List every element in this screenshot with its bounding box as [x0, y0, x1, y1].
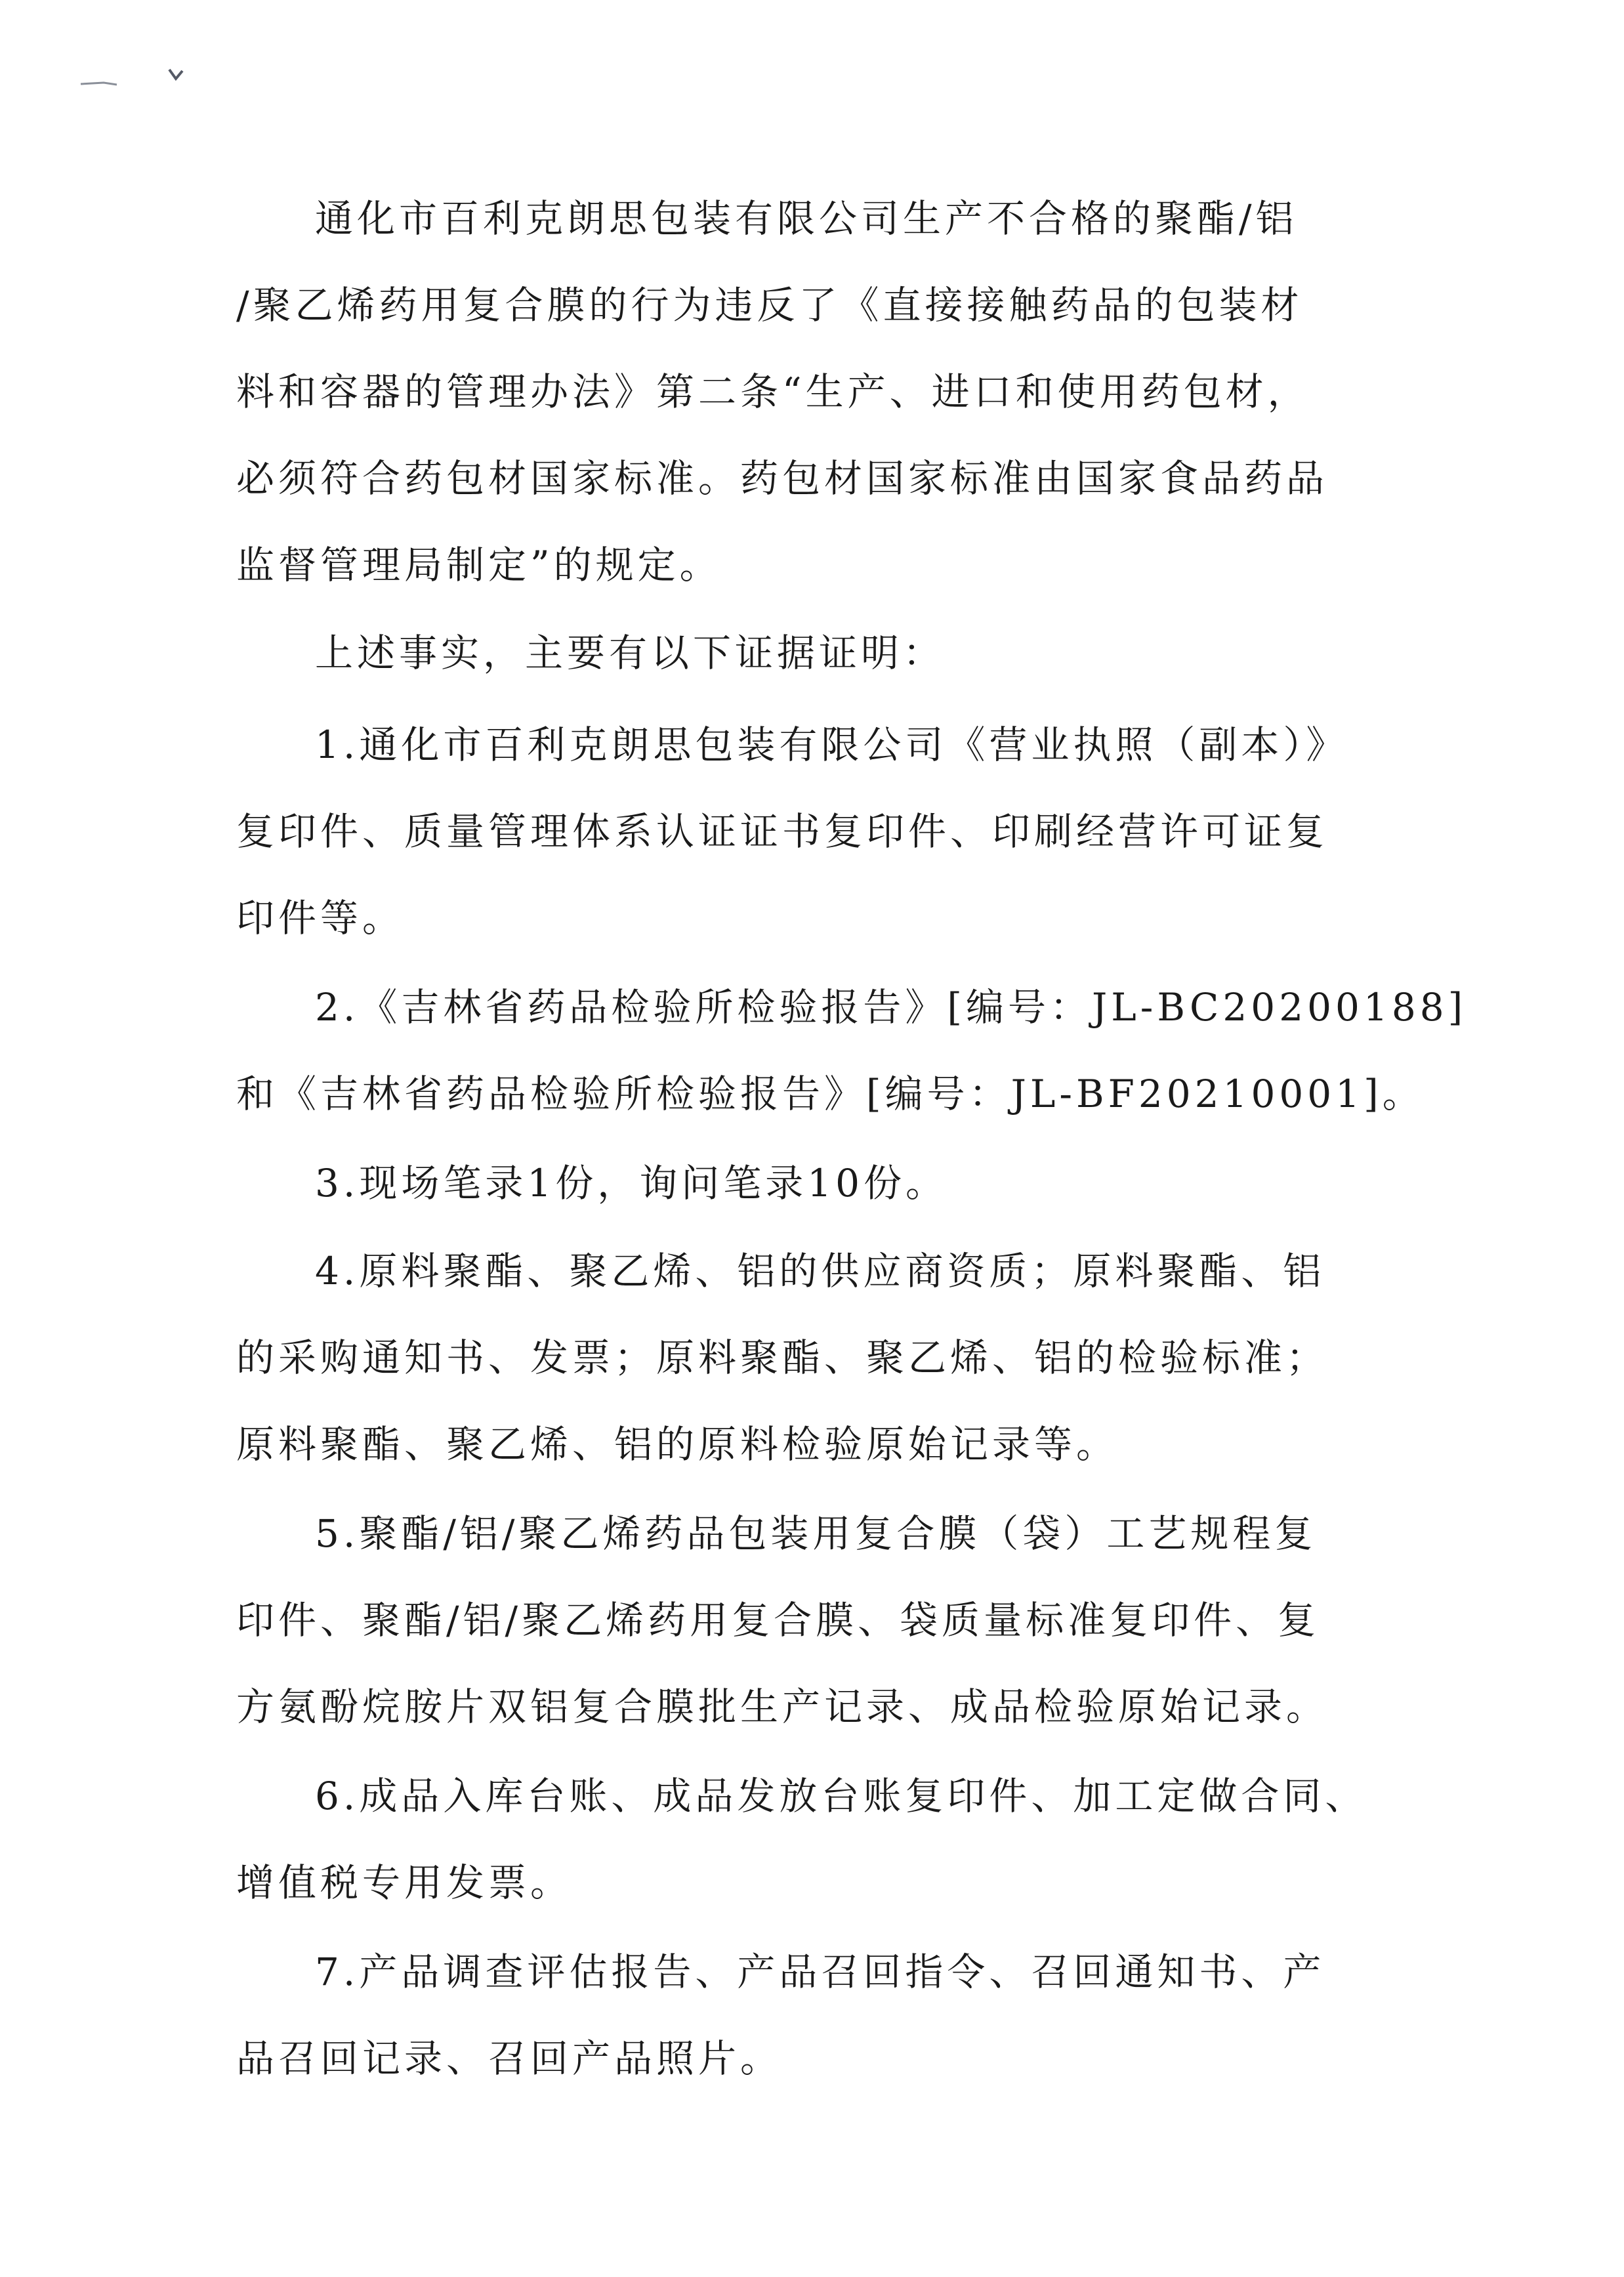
paragraph-line: 必须符合药包材国家标准。药包材国家标准由国家食品药品	[236, 456, 1329, 501]
paragraph-line: 和《吉林省药品检验所检验报告》[编号：JL-BF20210001]。	[236, 1072, 1425, 1116]
paragraph-line: 增值税专用发票。	[236, 1860, 573, 1905]
evidence-item-6: 6.成品入库台账、成品发放台账复印件、加工定做合同、	[315, 1774, 1367, 1818]
paragraph-line: 品召回记录、召回产品照片。	[236, 2036, 783, 2081]
paragraph-line: 料和容器的管理办法》第二条“生产、进口和使用药包材，	[236, 369, 1310, 414]
paragraph-line: 印件等。	[236, 896, 405, 940]
evidence-item-3: 3.现场笔录1份，询问笔录10份。	[315, 1161, 948, 1205]
evidence-item-4: 4.原料聚酯、聚乙烯、铝的供应商资质；原料聚酯、铝	[315, 1249, 1325, 1293]
evidence-item-2: 2.《吉林省药品检验所检验报告》[编号：JL-BC20200188]	[315, 985, 1467, 1030]
evidence-item-7: 7.产品调查评估报告、产品召回指令、召回通知书、产	[315, 1950, 1325, 1994]
evidence-item-5: 5.聚酯/铝/聚乙烯药品包装用复合膜（袋）工艺规程复	[315, 1511, 1317, 1556]
paragraph-line: 通化市百利克朗思包装有限公司生产不合格的聚酯/铝	[315, 196, 1298, 241]
paragraph-line: /聚乙烯药用复合膜的行为违反了《直接接触药品的包装材	[236, 283, 1303, 327]
paragraph-line: 上述事实，主要有以下证据证明：	[315, 631, 946, 675]
paragraph-line: 原料聚酯、聚乙烯、铝的原料检验原始记录等。	[236, 1422, 1119, 1467]
paragraph-line: 方氨酚烷胺片双铝复合膜批生产记录、成品检验原始记录。	[236, 1684, 1329, 1729]
scan-mark-icon	[77, 64, 192, 91]
paragraph-line: 的采购通知书、发票；原料聚酯、聚乙烯、铝的检验标准；	[236, 1335, 1329, 1380]
paragraph-line: 监督管理局制定”的规定。	[236, 543, 722, 587]
evidence-item-1: 1.通化市百利克朗思包装有限公司《营业执照（副本）》	[315, 722, 1348, 767]
paragraph-line: 复印件、质量管理体系认证证书复印件、印刷经营许可证复	[236, 809, 1329, 854]
paragraph-line: 印件、聚酯/铝/聚乙烯药用复合膜、袋质量标准复印件、复	[236, 1598, 1320, 1642]
